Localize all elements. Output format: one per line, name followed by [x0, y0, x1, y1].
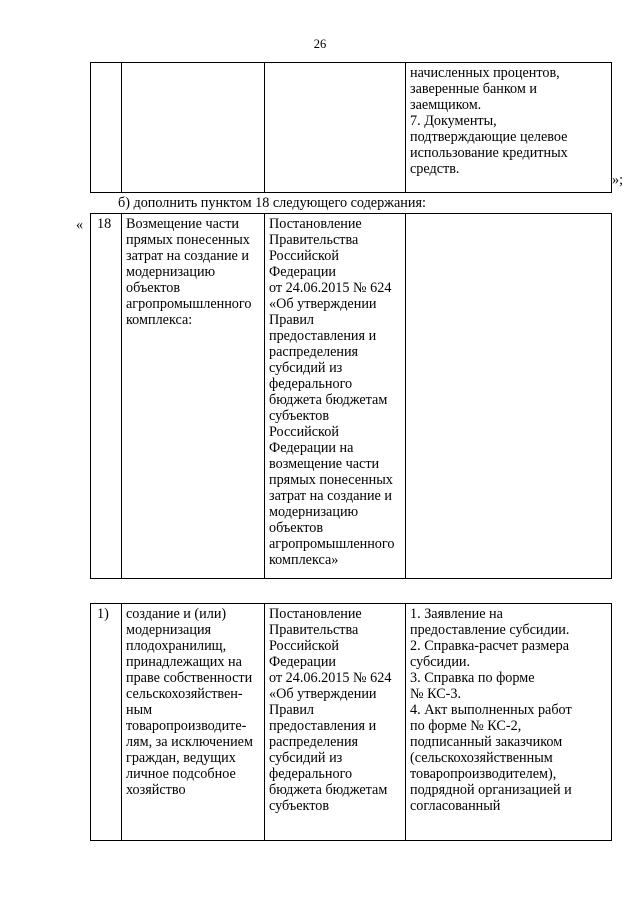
list-line: субсидии.: [410, 654, 471, 670]
doc-line: возмещение части: [269, 456, 380, 472]
name-line: товаропроизводите-: [126, 718, 247, 734]
list-line: 1. Заявление на: [410, 606, 503, 622]
name-line: агропромышленного: [126, 296, 252, 312]
list-line: 2. Справка-расчет размера: [410, 638, 570, 654]
list-line: подрядной организацией и: [410, 782, 572, 798]
list-line: средств.: [410, 161, 460, 177]
name-line: прямых понесенных: [126, 232, 250, 248]
name-line: принадлежащих на: [126, 654, 242, 670]
item-name: [122, 214, 265, 579]
list-line: начисленных процентов,: [410, 65, 560, 81]
item-regulation: [265, 214, 406, 579]
doc-line: субсидий из: [269, 750, 343, 766]
name-line: сельскохозяйствен-: [126, 686, 243, 702]
opening-quote: «: [76, 217, 84, 233]
name-line: плодохранилищ,: [126, 638, 227, 654]
doc-line: «Об утверждении: [269, 686, 377, 702]
list-line: 4. Акт выполненных работ: [410, 702, 572, 718]
list-line: подтверждающие целевое: [410, 129, 568, 145]
item-documents-list: [406, 214, 612, 579]
doc-line: Федерации на: [269, 440, 354, 456]
doc-line: субъектов: [269, 408, 330, 424]
item-documents-list: [406, 604, 612, 841]
doc-line: Правительства: [269, 232, 359, 248]
doc-line: агропромышленного: [269, 536, 395, 552]
continued-table-row: [90, 62, 612, 193]
doc-line: субъектов: [269, 798, 330, 814]
doc-line: федерального: [269, 376, 353, 392]
doc-line: затрат на создание и: [269, 488, 392, 504]
doc-line: модернизацию: [269, 504, 359, 520]
doc-line: бюджета бюджетам: [269, 392, 388, 408]
item-number: 1): [91, 604, 122, 841]
closing-quote: »;: [612, 172, 624, 188]
amendment-intro: б) дополнить пунктом 18 следующего содержания:: [118, 195, 426, 211]
name-line: модернизация: [126, 622, 212, 638]
cell-num: [91, 63, 122, 193]
name-line: лям, за исключением: [126, 734, 253, 750]
list-line: (сельскохозяйственным: [410, 750, 553, 766]
doc-line: субсидий из: [269, 360, 343, 376]
page-number: 26: [313, 37, 327, 51]
doc-line: Российской: [269, 248, 339, 264]
doc-line: Правительства: [269, 622, 359, 638]
cell-doc: [265, 63, 406, 193]
cell-documents-list: [406, 63, 612, 193]
doc-line: федерального: [269, 766, 353, 782]
list-line: по форме № КС-2,: [410, 718, 522, 734]
table-row-item-1: [90, 603, 612, 841]
list-line: использование кредитных: [410, 145, 568, 161]
list-line: согласованный: [410, 798, 501, 814]
name-line: комплекса:: [126, 312, 193, 328]
name-line: граждан, ведущих: [126, 750, 236, 766]
doc-line: «Об утверждении: [269, 296, 377, 312]
doc-line: объектов: [269, 520, 324, 536]
name-line: Возмещение части: [126, 216, 240, 232]
doc-line: Постановление: [269, 606, 362, 622]
doc-line: от 24.06.2015 № 624: [269, 670, 392, 686]
list-line: заверенные банком и: [410, 81, 537, 97]
doc-line: комплекса»: [269, 552, 339, 568]
doc-line: Правил: [269, 702, 315, 718]
list-line: № КС-3.: [410, 686, 462, 702]
name-line: затрат на создание и: [126, 248, 249, 264]
item-number: 18: [91, 214, 122, 579]
list-line: предоставление субсидии.: [410, 622, 570, 638]
doc-line: прямых понесенных: [269, 472, 393, 488]
doc-line: распределения: [269, 344, 359, 360]
name-line: создание и (или): [126, 606, 227, 622]
doc-line: распределения: [269, 734, 359, 750]
doc-line: Постановление: [269, 216, 362, 232]
doc-line: бюджета бюджетам: [269, 782, 388, 798]
name-line: модернизацию: [126, 264, 216, 280]
cell-name: [122, 63, 265, 193]
doc-line: от 24.06.2015 № 624: [269, 280, 392, 296]
name-line: праве собственности: [126, 670, 253, 686]
doc-line: Федерации: [269, 654, 337, 670]
table-row-item-18: [90, 213, 612, 579]
list-line: подписанный заказчиком: [410, 734, 563, 750]
doc-line: Российской: [269, 638, 339, 654]
name-line: личное подсобное: [126, 766, 236, 782]
name-line: хозяйство: [126, 782, 186, 798]
list-line: заемщиком.: [410, 97, 482, 113]
name-line: объектов: [126, 280, 181, 296]
list-line: товаропроизводителем),: [410, 766, 557, 782]
doc-line: Российской: [269, 424, 339, 440]
item-regulation: [265, 604, 406, 841]
doc-line: предоставления и: [269, 328, 377, 344]
doc-line: предоставления и: [269, 718, 377, 734]
item-name: [122, 604, 265, 841]
name-line: ным: [126, 702, 153, 718]
doc-line: Правил: [269, 312, 315, 328]
list-line: 3. Справка по форме: [410, 670, 535, 686]
doc-line: Федерации: [269, 264, 337, 280]
list-line: 7. Документы,: [410, 113, 497, 129]
